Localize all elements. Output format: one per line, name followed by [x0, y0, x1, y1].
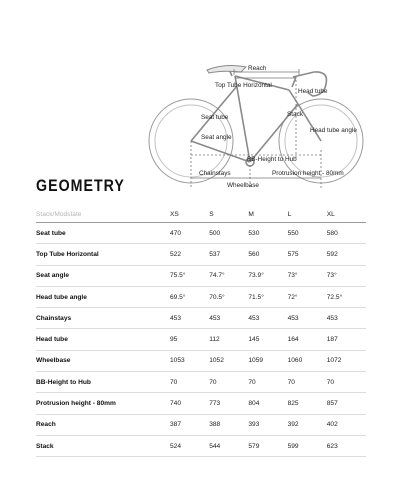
label-wheelbase: Wheelbase: [227, 182, 259, 189]
table-cell: 187: [327, 329, 366, 350]
page-title: GEOMETRY: [36, 177, 125, 195]
table-cell: 453: [288, 308, 327, 329]
label-reach: Reach: [248, 65, 267, 72]
table-row: [36, 393, 366, 414]
table-cell: 73°: [288, 265, 327, 286]
table-cell: 393: [248, 414, 287, 435]
table-cell: 112: [209, 329, 248, 350]
row-label: Stack: [36, 435, 170, 456]
table-cell: 71.5°: [248, 286, 287, 307]
table-row: [36, 286, 366, 307]
row-label: Chainstays: [36, 308, 170, 329]
table-row: [36, 372, 366, 393]
row-label: Head tube: [36, 329, 170, 350]
table-row: [36, 244, 366, 265]
row-label: Seat angle: [36, 265, 170, 286]
table-cell: 70: [209, 372, 248, 393]
table-cell: 387: [170, 414, 209, 435]
row-label: BB-Height to Hub: [36, 372, 170, 393]
table-cell: 453: [209, 308, 248, 329]
table-cell: 145: [248, 329, 287, 350]
row-label: Top Tube Horizontal: [36, 244, 170, 265]
label-protrusion-height: Protrusion height - 80mm: [272, 170, 344, 177]
table-cell: 1059: [248, 350, 287, 371]
table-cell: 1060: [288, 350, 327, 371]
table-cell: 69.5°: [170, 286, 209, 307]
table-row: [36, 350, 366, 371]
table-cell: 537: [209, 244, 248, 265]
table-cell: 74.7°: [209, 265, 248, 286]
table-cell: 580: [327, 223, 366, 244]
table-cell: 857: [327, 393, 366, 414]
table-row: [36, 223, 366, 244]
row-label: Protrusion height - 80mm: [36, 393, 170, 414]
table-row: [36, 265, 366, 286]
table-cell: 70: [288, 372, 327, 393]
label-chainstays: Chainstays: [199, 170, 231, 177]
label-stack: Stack: [287, 111, 303, 118]
table-cell: 623: [327, 435, 366, 456]
table-cell: 70.5°: [209, 286, 248, 307]
table-cell: 579: [248, 435, 287, 456]
table-cell: 599: [288, 435, 327, 456]
table-cell: 804: [248, 393, 287, 414]
label-head-tube-angle: Head tube angle: [310, 127, 357, 134]
corner-label: Stack/Modstate: [36, 207, 170, 223]
table-cell: 453: [170, 308, 209, 329]
table-cell: 453: [327, 308, 366, 329]
table-cell: 1072: [327, 350, 366, 371]
table-cell: 500: [209, 223, 248, 244]
table-row: [36, 435, 366, 456]
table-cell: 75.5°: [170, 265, 209, 286]
table-row: [36, 308, 366, 329]
table-cell: 470: [170, 223, 209, 244]
table-cell: 392: [288, 414, 327, 435]
table-cell: 740: [170, 393, 209, 414]
label-seat-angle: Seat angle: [201, 134, 232, 141]
table-cell: 560: [248, 244, 287, 265]
table-cell: 530: [248, 223, 287, 244]
label-seat-tube: Seat tube: [201, 114, 229, 121]
table-cell: 524: [170, 435, 209, 456]
table-cell: 73.9°: [248, 265, 287, 286]
table-cell: 70: [170, 372, 209, 393]
table-cell: 453: [248, 308, 287, 329]
row-label: Head tube angle: [36, 286, 170, 307]
geometry-table: [36, 207, 366, 457]
size-header: S: [209, 207, 248, 223]
label-top-tube-horizontal: Top Tube Horizontal: [215, 82, 272, 89]
table-cell: 575: [288, 244, 327, 265]
table-cell: 72°: [288, 286, 327, 307]
table-cell: 164: [288, 329, 327, 350]
table-cell: 402: [327, 414, 366, 435]
table-row: [36, 414, 366, 435]
table-cell: 1053: [170, 350, 209, 371]
size-header: XS: [170, 207, 209, 223]
table-cell: 773: [209, 393, 248, 414]
table-cell: 73°: [327, 265, 366, 286]
table-cell: 70: [327, 372, 366, 393]
row-label: Seat tube: [36, 223, 170, 244]
label-head-tube: Head tube: [298, 88, 328, 95]
table-cell: 522: [170, 244, 209, 265]
table-cell: 72.5°: [327, 286, 366, 307]
size-header: M: [248, 207, 287, 223]
row-label: Wheelbase: [36, 350, 170, 371]
table-cell: 1052: [209, 350, 248, 371]
table-cell: 70: [248, 372, 287, 393]
table-cell: 388: [209, 414, 248, 435]
table-cell: 592: [327, 244, 366, 265]
label-bb-height: BB-Height to Hub: [247, 156, 297, 163]
row-label: Reach: [36, 414, 170, 435]
table-header-row: [36, 207, 366, 223]
bike-geometry-diagram: [0, 0, 400, 200]
size-header: L: [288, 207, 327, 223]
table-cell: 825: [288, 393, 327, 414]
table-cell: 544: [209, 435, 248, 456]
size-header: XL: [327, 207, 366, 223]
table-row: [36, 329, 366, 350]
table-cell: 95: [170, 329, 209, 350]
table-cell: 550: [288, 223, 327, 244]
